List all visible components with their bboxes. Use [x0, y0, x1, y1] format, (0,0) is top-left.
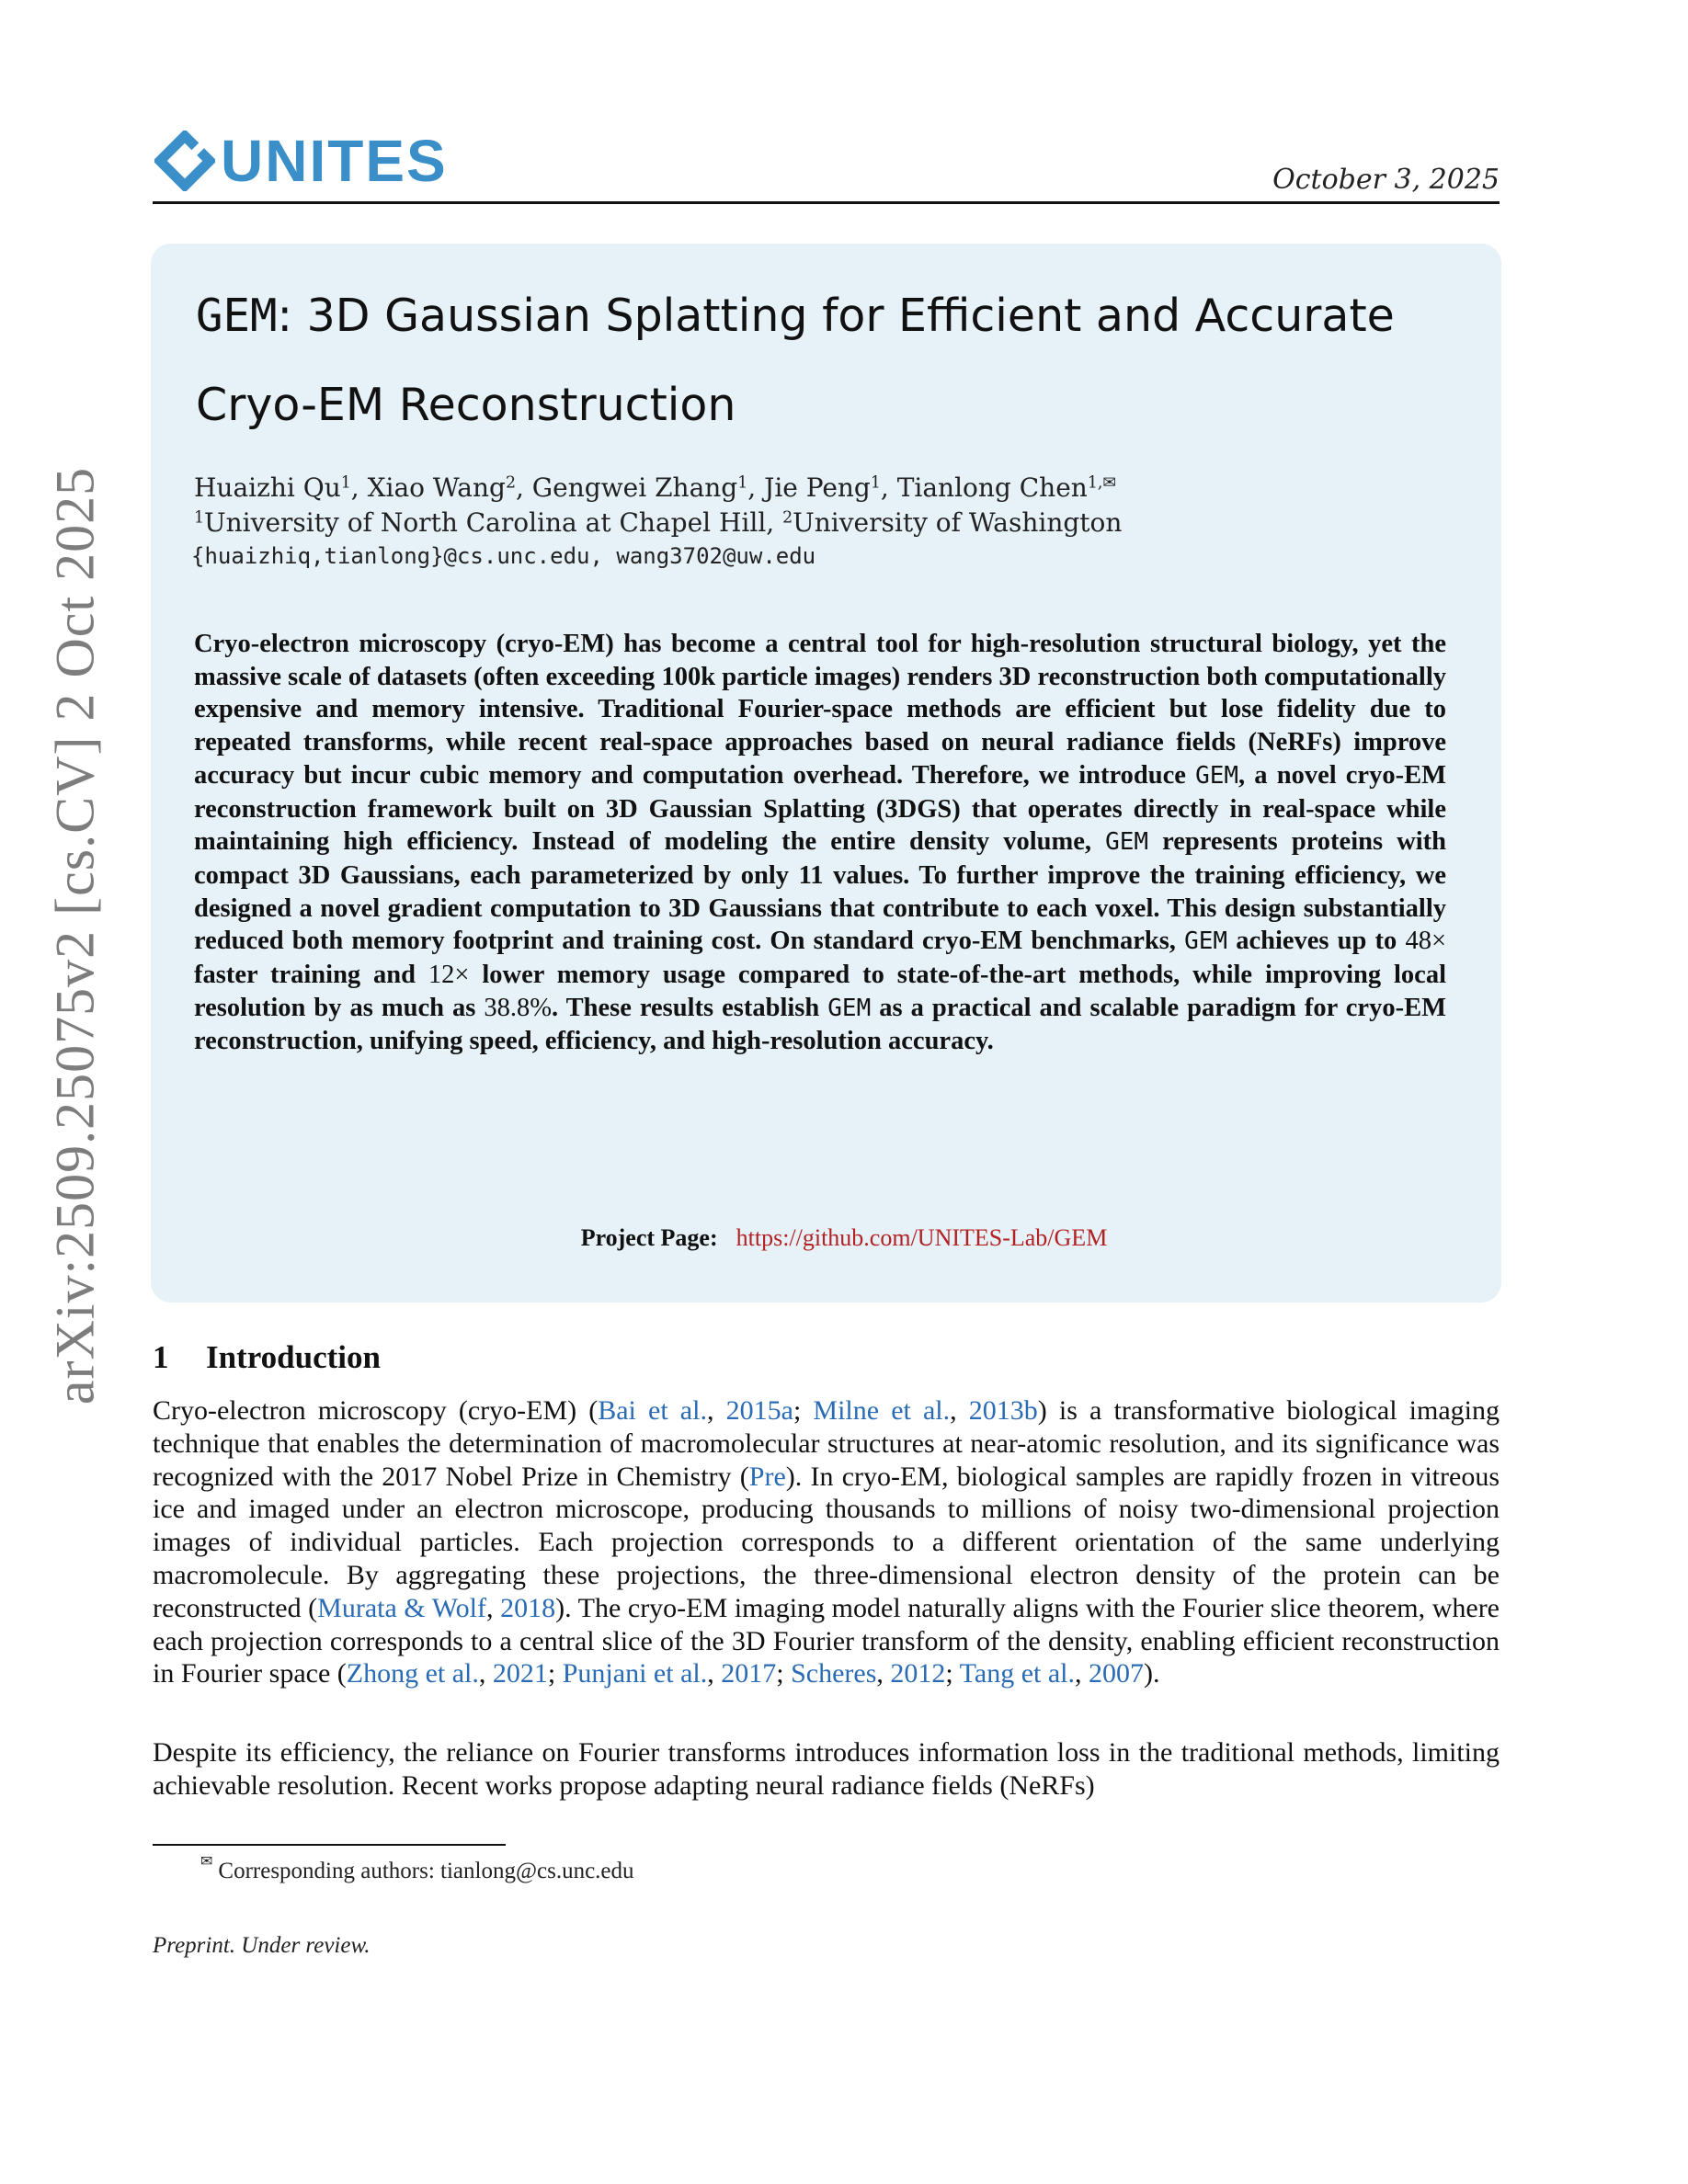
text-run: ,	[876, 1658, 891, 1689]
math-value: 48×	[1405, 927, 1447, 956]
header-date: October 3, 2025	[1272, 164, 1500, 196]
citation-link[interactable]: 2013b	[968, 1395, 1038, 1426]
code-name: GEM	[1184, 927, 1228, 956]
text-run: Despite its efficiency, the reliance on Fourier transforms introduces information loss in the traditional methods, limiting achievable resolution. Recent works propose adapting neural radiance fields (NeRFs)	[153, 1737, 1500, 1801]
text-run: faster training and	[194, 961, 428, 990]
citation-link[interactable]: 2007	[1089, 1658, 1145, 1689]
citation-link[interactable]: Pre	[748, 1461, 786, 1492]
title-rest: : 3D Gaussian Splatting for Efficient and Accurate Cryo-EM Reconstruction	[196, 290, 1395, 431]
citation-link[interactable]: 2017	[721, 1658, 777, 1689]
text-run: represents proteins with compact 3D Gaussians, each parameterized by only 11 values. To further improve the training efficiency, we designed a novel gradient computation to 3D Gaussians that contribute to each voxel. This design substantially reduced both memory footprint and training cost. On standard cryo-EM benchmarks,	[194, 827, 1446, 956]
citation-link[interactable]: Tang et al.	[959, 1658, 1076, 1689]
author: Tianlong Chen	[896, 472, 1088, 503]
text-run: . These results establish	[552, 993, 828, 1022]
unites-logo-icon	[154, 131, 215, 191]
citation-link[interactable]: Punjani et al.	[562, 1658, 708, 1689]
author-sup: 2	[505, 473, 516, 493]
project-link[interactable]: https://github.com/UNITES-Lab/GEM	[736, 1224, 1108, 1251]
author: Xiao Wang	[367, 472, 506, 503]
author: Jie Peng	[764, 472, 871, 503]
text-run: as a practical and scalable paradigm for cryo-EM reconstruction, unifying speed, efficiency, and high-resolution accuracy.	[194, 993, 1446, 1056]
text-run: ,	[486, 1592, 501, 1623]
author-sup: 1,✉	[1087, 473, 1116, 493]
affiliation-list: $^1$University of North Carolina at Chapel Hill, $^2$University of Washington	[194, 507, 1123, 538]
text-run: , a novel cryo-EM reconstruction framework built on 3D Gaussian Splatting (3DGS) that operates directly in real-space while maintaining high efficiency. Instead of modeling the entire density volume,	[194, 760, 1446, 857]
text-run: ;	[793, 1395, 814, 1426]
citation-link[interactable]: 2018	[500, 1592, 556, 1623]
text-run: ,	[706, 1395, 726, 1426]
logo-text: UNITES	[221, 128, 448, 194]
section-number: 1	[153, 1339, 169, 1375]
text-run: ,	[707, 1658, 722, 1689]
text-run: ,	[1075, 1658, 1089, 1689]
text-run: ,	[478, 1658, 493, 1689]
math-value: 38.8%	[484, 993, 552, 1022]
code-name: GEM	[827, 994, 872, 1022]
text-run: ) is a transformative biological imaging technique that enables the determination of macromolecular structures at near-atomic resolution, and its significance was recognized with the 2017 Nobel Prize in Chemistry (	[153, 1395, 1500, 1492]
footnote-text: Corresponding authors: tianlong@cs.unc.edu	[218, 1858, 634, 1883]
citation-link[interactable]: Bai et al.	[598, 1395, 707, 1426]
affiliation-sup: 2	[782, 508, 793, 528]
text-run: ;	[776, 1658, 792, 1689]
mail-icon: ✉	[200, 1854, 213, 1870]
text-run: Cryo-electron microscopy (cryo-EM) (	[153, 1395, 599, 1426]
citation-link[interactable]: Milne et al.	[813, 1395, 951, 1426]
author: Gengwei Zhang	[531, 472, 738, 503]
author-sup: 1	[737, 473, 748, 493]
author-sup: 1	[340, 473, 351, 493]
title-code: GEM	[196, 290, 278, 342]
footnote	[200, 1846, 634, 1887]
text-run: ).	[1144, 1658, 1160, 1689]
citation-link[interactable]: 2012	[890, 1658, 946, 1689]
text-run: ;	[547, 1658, 563, 1689]
text-run: ;	[945, 1658, 960, 1689]
affiliation-sup: 1	[194, 508, 205, 528]
paper-title	[196, 271, 1465, 449]
affiliation: University of North Carolina at Chapel Hill	[204, 507, 767, 538]
code-name: GEM	[1105, 828, 1149, 857]
section-heading	[153, 1339, 381, 1376]
author-sup: 1	[870, 473, 881, 493]
text-run: Cryo-electron microscopy (cryo-EM) has become a central tool for high-resolution structural biology, yet the massive scale of datasets (often exceeding 100k particle images) renders 3D reconstruction both computationally expensive and memory intensive. Traditional Fourier-space methods are efficient but lose fidelity due to repeated transforms, while recent real-space approaches based on neural radiance fields (NeRFs) improve accuracy but incur cubic memory and computation overhead. Therefore, we introduce	[194, 630, 1446, 790]
citation-link[interactable]: 2021	[492, 1658, 548, 1689]
text-run: ,	[950, 1395, 969, 1426]
abstract-text	[194, 628, 1446, 1058]
section-title: Introduction	[206, 1339, 381, 1375]
author-emails: {huaizhiq,tianlong}@cs.unc.edu, wang3702@uw.edu	[191, 543, 816, 569]
arxiv-stamp: arXiv:2509.25075v2 [cs.CV] 2 Oct 2025	[44, 466, 106, 1405]
math-value: 12×	[428, 961, 470, 990]
project-label: Project Page:	[580, 1224, 718, 1251]
author-list: Huaizhi Qu$^1$, Xiao Wang$^2$, Gengwei Zhang$^1$, Jie Peng$^1$, Tianlong Chen$^{1,✉}$	[194, 472, 1116, 503]
citation-link[interactable]: 2015a	[725, 1395, 793, 1426]
intro-paragraph-2	[153, 1736, 1500, 1803]
citation-link[interactable]: Murata & Wolf	[317, 1592, 487, 1623]
text-run: ). The cryo-EM imaging model naturally aligns with the Fourier slice theorem, where each projection corresponds to a central slice of the 3D Fourier transform of the density, enabling efficient reconstruction in Fourier space (	[153, 1592, 1500, 1689]
text-run: ). In cryo-EM, biological samples are rapidly frozen in vitreous ice and imaged under an electron microscope, producing thousands to millions of noisy two-dimensional projection images of individual particles. Each projection corresponds to a different orientation of the same underlying macromolecule. By aggregating these projections, the three-dimensional electron density of the protein can be reconstructed (	[153, 1461, 1500, 1623]
code-name: GEM	[1195, 761, 1239, 790]
text-run: lower memory usage compared to state-of-the-art methods, while improving local resolution by as much as	[194, 961, 1446, 1022]
intro-paragraph-1	[153, 1394, 1500, 1690]
text-run: achieves up to	[1227, 927, 1406, 956]
author: Huaizhi Qu	[194, 472, 341, 503]
project-page	[0, 1224, 1688, 1252]
header-rule	[153, 201, 1500, 204]
citation-link[interactable]: Zhong et al.	[346, 1658, 479, 1689]
affiliation: University of Washington	[793, 507, 1123, 538]
citation-link[interactable]: Scheres	[791, 1658, 877, 1689]
preprint-status: Preprint. Under review.	[153, 1933, 371, 1958]
unites-logo	[154, 129, 448, 193]
